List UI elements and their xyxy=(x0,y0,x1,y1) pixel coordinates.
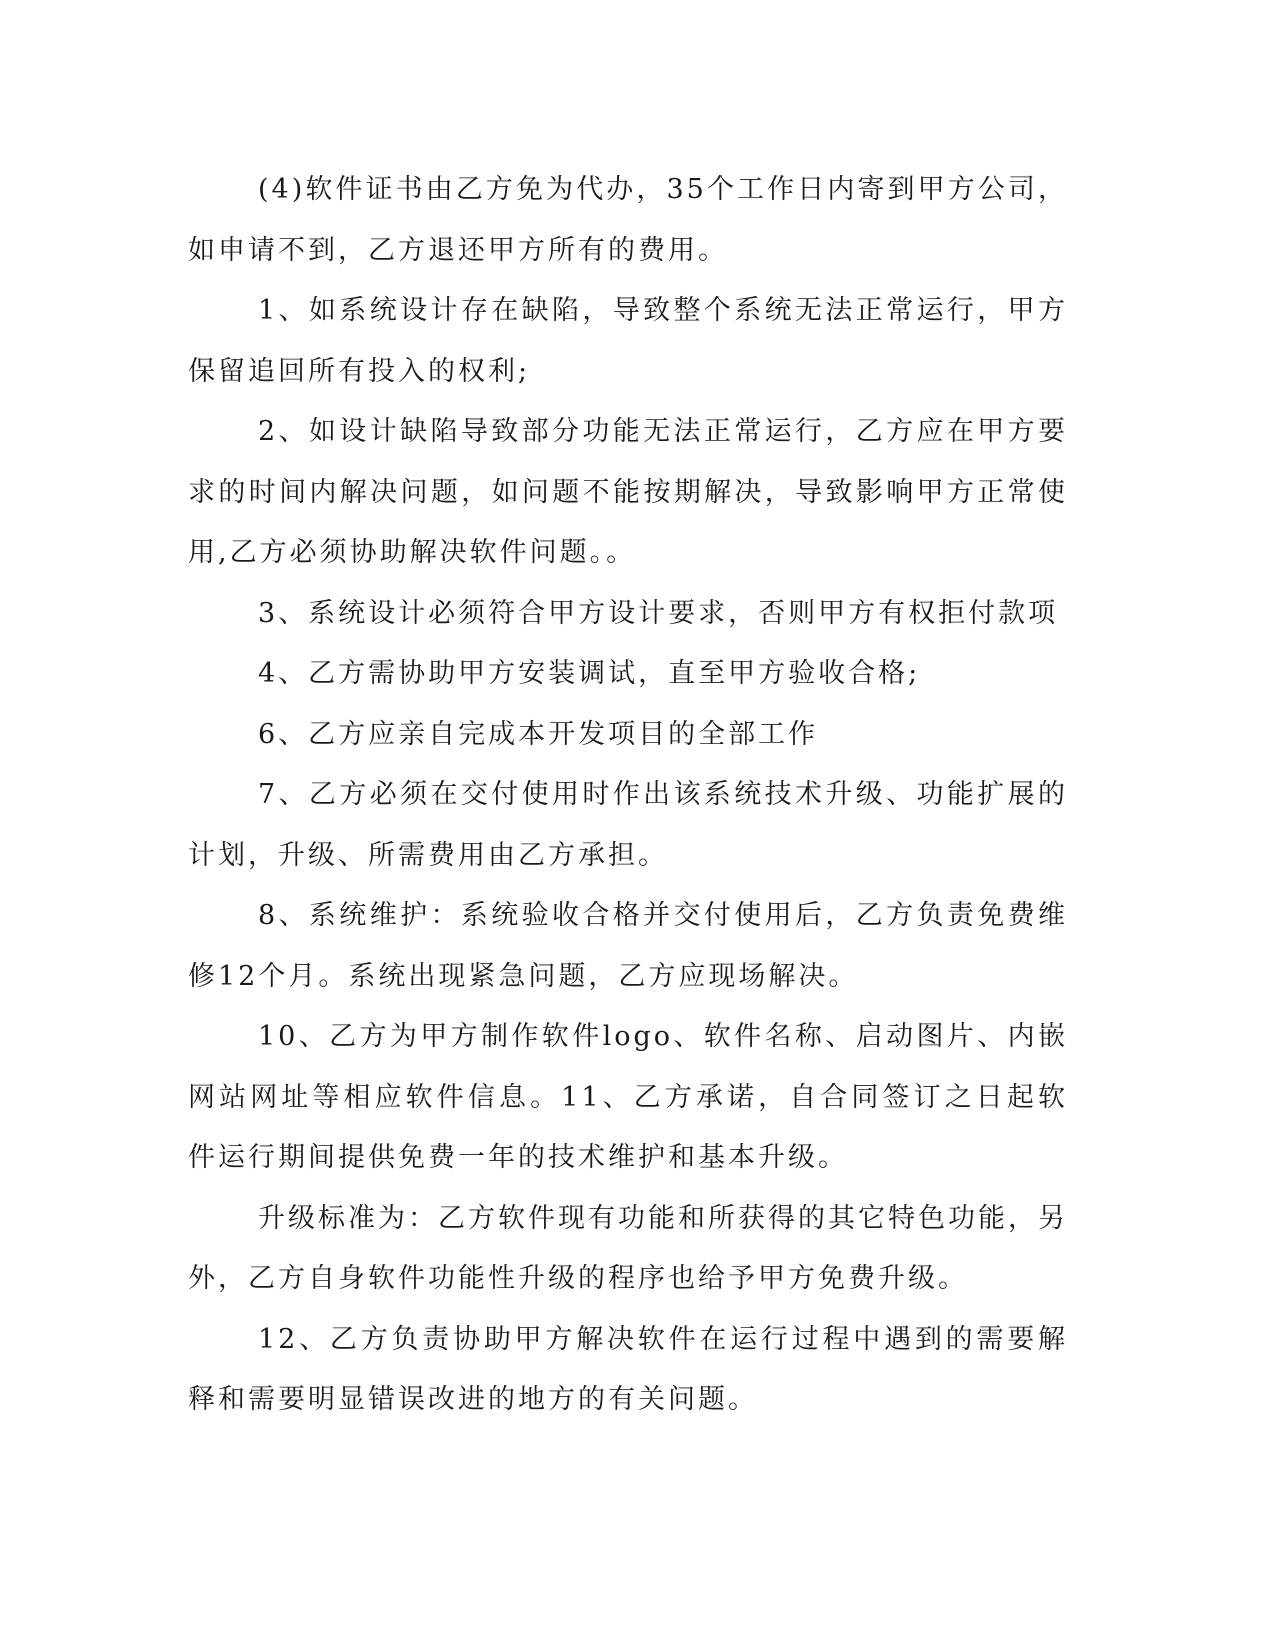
clause-7-upgrade-plan: 7、乙方必须在交付使用时作出该系统技术升级、功能扩展的计划，升级、所需费用由乙方承担。 xyxy=(188,779,1068,871)
clause-8-maintenance: 8、系统维护：系统验收合格并交付使用后，乙方负责免费维修12个月。系统出现紧急问题，乙方应现场解决。 xyxy=(188,900,1068,992)
clause-6-completion: 6、乙方应亲自完成本开发项目的全部工作 xyxy=(258,718,819,750)
upgrade-standard: 升级标准为：乙方软件现有功能和所获得的其它特色功能，另外，乙方自身软件功能性升级的程序也给予甲方免费升级。 xyxy=(188,1202,1068,1294)
clause-3-requirements: 3、系统设计必须符合甲方设计要求，否则甲方有权拒付款项 xyxy=(258,597,1059,629)
clause-1-defects: 1、如系统设计存在缺陷，导致整个系统无法正常运行，甲方保留追回所有投入的权利; xyxy=(188,295,1068,387)
document-body xyxy=(188,160,1068,1431)
clause-4-installation: 4、乙方需协助甲方安装调试，直至甲方验收合格; xyxy=(258,658,921,689)
paragraph-4-certificate: (4)软件证书由乙方免为代办，35个工作日内寄到甲方公司，如申请不到，乙方退还甲方所有的费用。 xyxy=(188,174,1068,266)
clause-12-support: 12、乙方负责协助甲方解决软件在运行过程中遇到的需要解释和需要明显错误改进的地方的有关问题。 xyxy=(188,1323,1068,1415)
clause-10-11-software-info: 10、乙方为甲方制作软件logo、软件名称、启动图片、内嵌网站网址等相应软件信息。11、乙方承诺，自合同签订之日起软件运行期间提供免费一年的技术维护和基本升级。 xyxy=(188,1021,1068,1173)
clause-2-partial-defects: 2、如设计缺陷导致部分功能无法正常运行，乙方应在甲方要求的时间内解决问题，如问题不能按期解决，导致影响甲方正常使用,乙方必须协助解决软件问题。。 xyxy=(188,416,1068,568)
